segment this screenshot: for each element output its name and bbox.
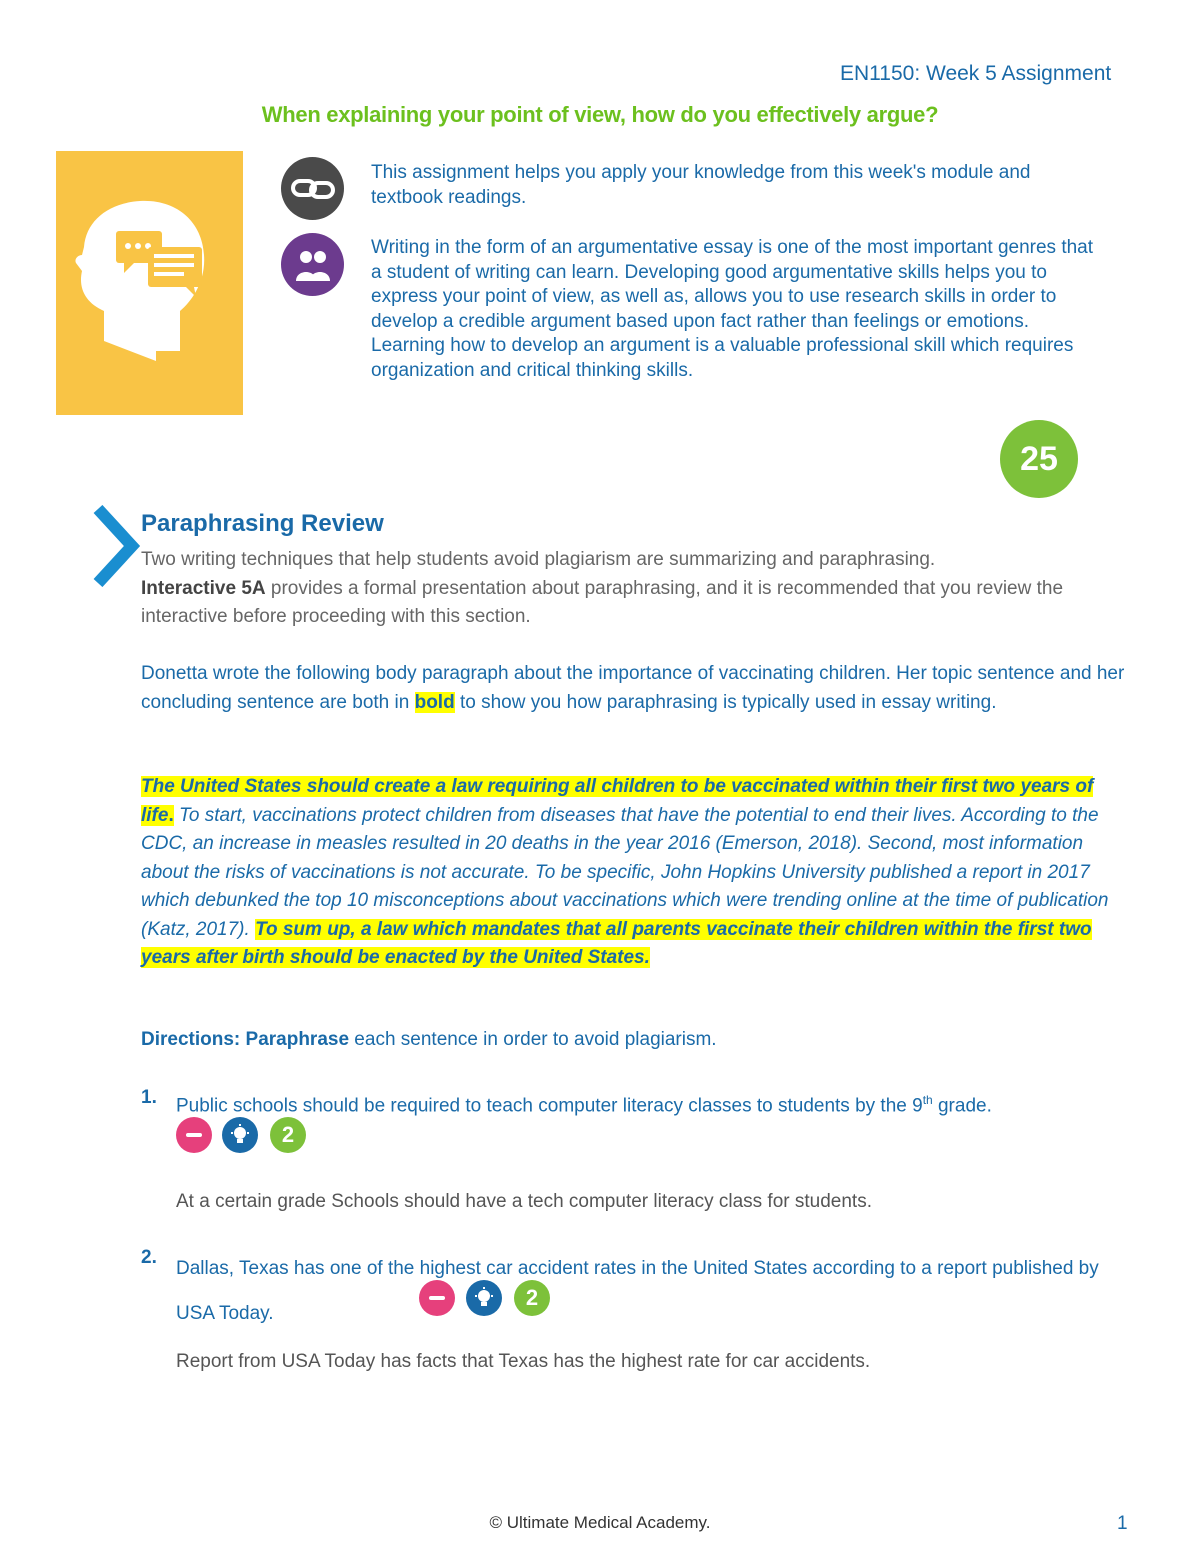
topic-sentence-period: . [168,804,174,826]
paragraph-body: To start, vaccinations protect children from diseases that have the potential to end their lives. According to the CDC, an increase in measles resulted in 20 deaths in the year 2016 (Emerson, 2018). Second, most information about the risks of vaccinations is not accurate. To be specific, John Hopkins University published a report in 2017 which debunked the top 10 misconceptions about vaccinations which were trending online at the time of publication (Katz, 2017). [141,804,1109,940]
page-title: When explaining your point of view, how do you effectively argue? [261,102,939,127]
section-intro-text: Two writing techniques that help students avoid plagiarism are summarizing and paraphrasing. [141,549,936,570]
intro-paragraph-2: Writing in the form of an argumentative essay is one of the most important genres that a student of writing can learn. Developing good argumentative skills helps you to express your point of view, as well as, allows you to use research skills in order to develop a credible argument based upon fact rather than feelings or emotions. Learning how to develop an argument is a valuable professional skill which requires organization and critical thinking skills. [371,237,1094,381]
directions-label: Directions: Paraphrase [141,1029,350,1050]
question-1-text-b: grade. [932,1095,992,1117]
donetta-text-2: to show you how paraphrasing is typically used in essay writing. [454,691,997,713]
directions [141,1029,717,1051]
interactive-5a-ref: Interactive 5A [141,577,266,599]
points-2-badge: 2 [514,1280,550,1316]
answer-2[interactable]: Report from USA Today has facts that Texas has the highest rate for car accidents. [176,1351,871,1372]
section-title: Paraphrasing Review [141,510,384,537]
question-2-number: 2. [141,1247,157,1268]
answer-1[interactable]: At a certain grade Schools should have a tech computer literacy class for students. [176,1191,872,1212]
chevron-right-icon [92,505,140,592]
lightbulb-icon [222,1117,258,1153]
question-2-text [176,1246,1116,1336]
lightbulb-icon [466,1280,502,1316]
bold-highlight: bold [414,691,455,713]
minus-icon [419,1280,455,1316]
points-badge: 25 [1000,420,1078,498]
question-1-sup: th [922,1093,933,1107]
question-2-text-a: Dallas, Texas has one of the highest car accident rates in the United States according to a report published by USA Today. [176,1258,1099,1324]
donetta-text: Donetta wrote the following body paragraph about the importance of vaccinating children. Her topic sentence and her concluding sentence are both in [141,663,1125,713]
example-paragraph [141,773,1131,973]
thinking-head-illustration [56,151,243,415]
course-header: EN1150: Week 5 Assignment [840,62,1112,85]
minus-icon [176,1117,212,1153]
intro-paragraph-1: This assignment helps you apply your knowledge from this week's module and textbook readings. [371,162,1031,208]
question-1-number: 1. [141,1087,157,1108]
points-2-badge: 2 [270,1117,306,1153]
copyright-footer: © Ultimate Medical Academy. [489,1513,711,1532]
section-intro [141,546,1141,632]
head-speech-icon [56,151,243,415]
page-number: 1 [1117,1513,1128,1534]
donetta-intro [141,660,1141,717]
people-icon [281,233,344,296]
topic-sentence: The United States should create a law requiring all children to be vaccinated within their first two years of life [141,776,1094,826]
link-icon [281,157,344,220]
question-1-text-a: Public schools should be required to teach computer literacy classes to students by the 9 [176,1095,923,1117]
section-intro-text-2: provides a formal presentation about paraphrasing, and it is recommended that you review the interactive before proceeding with this section. [141,577,1064,627]
concluding-sentence: To sum up, a law which mandates that all parents vaccinate their children within the first two years after birth should be enacted by the United States. [141,918,1092,968]
directions-text: each sentence in order to avoid plagiarism. [349,1029,717,1050]
question-1-text [176,1086,992,1120]
